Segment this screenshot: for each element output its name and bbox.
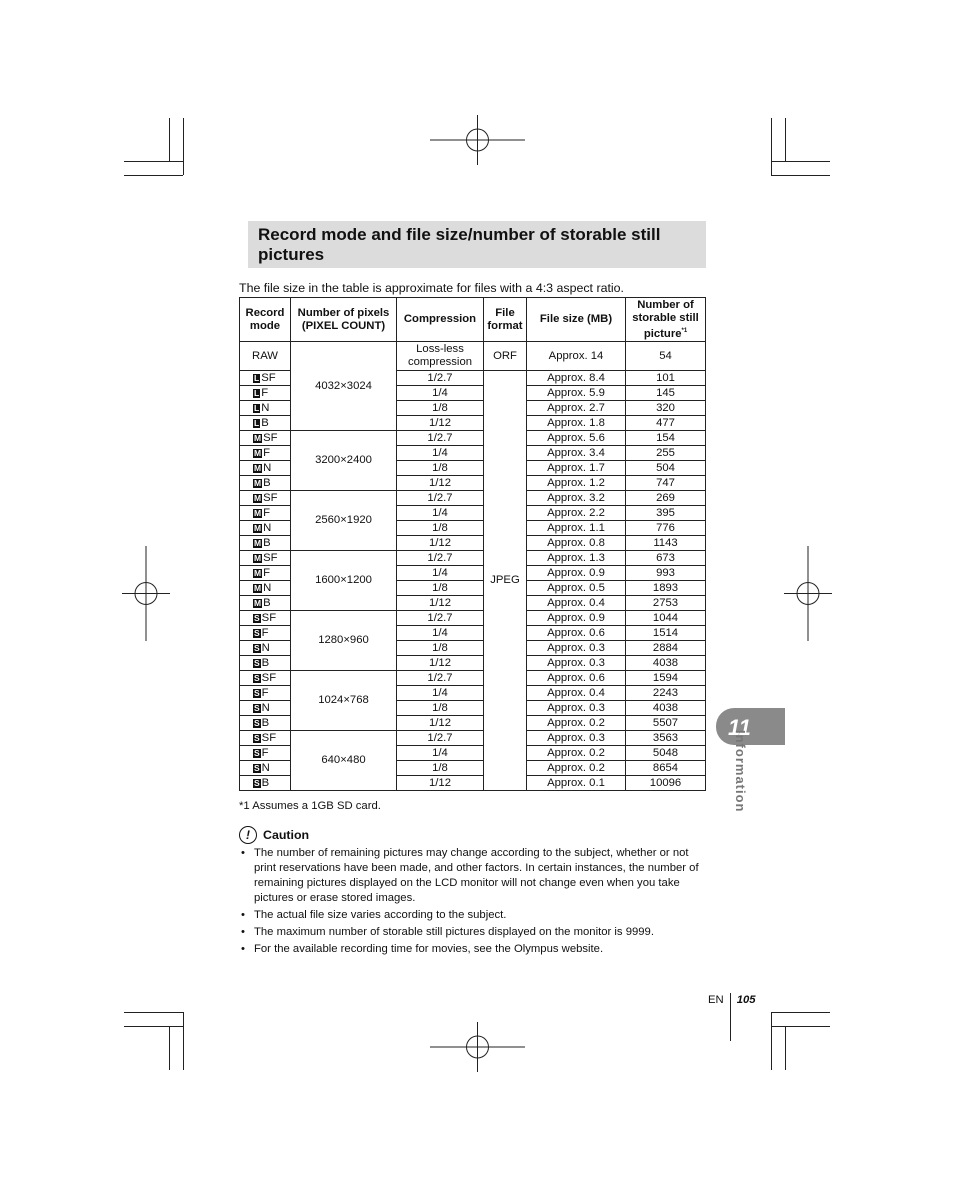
file-size-cell: Approx. 1.3 <box>527 551 626 566</box>
section-side-label: Information <box>733 730 748 813</box>
record-mode-cell <box>240 581 291 596</box>
table-row <box>240 731 706 746</box>
record-mode-cell <box>240 731 291 746</box>
quality-label: B <box>261 776 270 789</box>
file-format-cell: JPEG <box>484 371 527 791</box>
record-mode-cell <box>240 701 291 716</box>
image-size-icon: M <box>254 597 262 608</box>
quality-label: N <box>261 641 270 654</box>
table-row-raw <box>240 342 706 371</box>
table-header-row <box>240 298 706 342</box>
compression-cell: 1/2.7 <box>397 731 484 746</box>
image-size-icon: S <box>254 777 260 788</box>
caution-icon: ! <box>239 826 257 844</box>
compression-cell: 1/8 <box>397 701 484 716</box>
quality-label: B <box>263 596 271 609</box>
record-mode-cell <box>240 671 291 686</box>
column-header-compression: Compression <box>397 298 484 342</box>
record-mode-cell <box>240 461 291 476</box>
table-row <box>240 611 706 626</box>
storable-count-cell: 4038 <box>626 701 706 716</box>
file-size-cell: Approx. 0.8 <box>527 536 626 551</box>
caution-item: • The maximum number of storable still pictures displayed on the monitor is 9999. <box>239 925 705 940</box>
compression-cell: 1/4 <box>397 446 484 461</box>
storable-count-cell: 1594 <box>626 671 706 686</box>
table-row <box>240 551 706 566</box>
file-size-cell: Approx. 0.3 <box>527 656 626 671</box>
table-row <box>240 671 706 686</box>
file-size-cell: Approx. 0.9 <box>527 566 626 581</box>
pixel-count-cell: 1600×1200 <box>291 551 397 611</box>
table-row <box>240 431 706 446</box>
quality-label: SF <box>261 371 276 384</box>
storable-count-cell: 8654 <box>626 761 706 776</box>
image-size-icon: S <box>254 627 260 638</box>
intro-text: The file size in the table is approximate for files with a 4:3 aspect ratio. <box>239 281 624 295</box>
record-mode-cell <box>240 656 291 671</box>
compression-cell: 1/12 <box>397 476 484 491</box>
image-size-icon: M <box>254 492 262 503</box>
quality-label: B <box>261 656 270 669</box>
storable-count-cell: 101 <box>626 371 706 386</box>
image-size-icon: S <box>254 612 260 623</box>
quality-label: B <box>263 476 271 489</box>
compression-cell: 1/8 <box>397 641 484 656</box>
image-size-icon: M <box>254 582 262 593</box>
image-size-icon: L <box>254 417 260 428</box>
compression-cell: 1/12 <box>397 416 484 431</box>
compression-cell: 1/12 <box>397 596 484 611</box>
storable-count-cell: 269 <box>626 491 706 506</box>
page-number: 105 <box>736 994 756 1006</box>
quality-label: SF <box>261 731 277 744</box>
record-mode-cell <box>240 596 291 611</box>
record-mode-cell <box>240 746 291 761</box>
record-mode-cell <box>240 716 291 731</box>
quality-label: SF <box>263 551 278 564</box>
file-size-cell: Approx. 0.3 <box>527 701 626 716</box>
compression-cell: 1/2.7 <box>397 611 484 626</box>
record-mode-cell <box>240 686 291 701</box>
storable-count-cell: 255 <box>626 446 706 461</box>
compression-cell: 1/2.7 <box>397 371 484 386</box>
file-size-cell: Approx. 1.1 <box>527 521 626 536</box>
record-mode-cell <box>240 566 291 581</box>
image-size-icon: S <box>254 702 260 713</box>
storable-count-cell: 1044 <box>626 611 706 626</box>
registration-mark-icon <box>122 546 170 641</box>
page-footer <box>708 976 756 1024</box>
file-size-cell: Approx. 0.5 <box>527 581 626 596</box>
record-mode-cell <box>240 476 291 491</box>
pixel-count-cell: 640×480 <box>291 731 397 791</box>
raw-size-cell: Approx. 14 <box>527 342 626 371</box>
compression-cell: 1/8 <box>397 761 484 776</box>
quality-label: F <box>261 386 269 399</box>
file-size-cell: Approx. 1.7 <box>527 461 626 476</box>
quality-label: SF <box>263 431 278 444</box>
storable-count-cell: 3563 <box>626 731 706 746</box>
file-size-cell: Approx. 2.7 <box>527 401 626 416</box>
image-size-icon: M <box>254 567 262 578</box>
compression-cell: 1/2.7 <box>397 491 484 506</box>
storable-count-cell: 10096 <box>626 776 706 791</box>
storable-count-cell: 1143 <box>626 536 706 551</box>
storable-count-cell: 145 <box>626 386 706 401</box>
storable-count-cell: 993 <box>626 566 706 581</box>
image-size-icon: M <box>254 537 262 548</box>
caution-heading-text: Caution <box>263 828 310 842</box>
compression-cell: 1/2.7 <box>397 671 484 686</box>
storable-count-cell: 477 <box>626 416 706 431</box>
file-size-cell: Approx. 2.2 <box>527 506 626 521</box>
quality-label: SF <box>261 671 277 684</box>
record-mode-cell <box>240 776 291 791</box>
record-mode-cell <box>240 551 291 566</box>
raw-compression-cell: Loss-less compression <box>397 342 484 371</box>
image-size-icon: L <box>254 402 260 413</box>
record-mode-cell <box>240 386 291 401</box>
file-size-cell: Approx. 0.2 <box>527 761 626 776</box>
storable-count-cell: 776 <box>626 521 706 536</box>
file-size-cell: Approx. 0.4 <box>527 686 626 701</box>
file-size-cell: Approx. 0.1 <box>527 776 626 791</box>
image-size-icon: L <box>254 372 260 383</box>
column-header-file-format: File format <box>484 298 527 342</box>
storable-count-cell: 154 <box>626 431 706 446</box>
compression-cell: 1/2.7 <box>397 431 484 446</box>
file-size-cell: Approx. 3.4 <box>527 446 626 461</box>
compression-cell: 1/8 <box>397 461 484 476</box>
storable-count-cell: 4038 <box>626 656 706 671</box>
compression-cell: 1/12 <box>397 776 484 791</box>
file-size-cell: Approx. 0.4 <box>527 596 626 611</box>
compression-cell: 1/8 <box>397 581 484 596</box>
record-mode-cell <box>240 401 291 416</box>
compression-cell: 1/12 <box>397 536 484 551</box>
raw-mode-cell: RAW <box>240 342 291 371</box>
table-row <box>240 491 706 506</box>
image-size-icon: M <box>254 462 262 473</box>
file-size-cell: Approx. 1.2 <box>527 476 626 491</box>
quality-label: F <box>261 686 269 699</box>
image-size-icon: M <box>254 552 262 563</box>
storable-count-cell: 747 <box>626 476 706 491</box>
raw-count-cell: 54 <box>626 342 706 371</box>
compression-cell: 1/4 <box>397 566 484 581</box>
quality-label: N <box>263 461 272 474</box>
compression-cell: 1/4 <box>397 686 484 701</box>
quality-label: N <box>261 761 270 774</box>
quality-label: F <box>263 566 270 579</box>
column-header-pixels-line2: (PIXEL COUNT) <box>301 319 386 332</box>
column-header-storable-text: Number of storable still picture <box>632 298 699 340</box>
registration-mark-icon <box>430 115 525 165</box>
caution-item: • For the available recording time for movies, see the Olympus website. <box>239 942 705 957</box>
image-size-icon: M <box>254 477 262 488</box>
pixel-count-cell: 2560×1920 <box>291 491 397 551</box>
raw-format-cell: ORF <box>484 342 527 371</box>
file-size-cell: Approx. 0.3 <box>527 641 626 656</box>
image-size-icon: S <box>254 747 260 758</box>
section-title-bar <box>248 221 706 268</box>
file-size-cell: Approx. 0.6 <box>527 626 626 641</box>
record-mode-cell <box>240 416 291 431</box>
quality-label: F <box>261 626 269 639</box>
pixel-count-cell: 3200×2400 <box>291 431 397 491</box>
compression-cell: 1/4 <box>397 386 484 401</box>
quality-label: B <box>263 536 271 549</box>
record-mode-cell <box>240 431 291 446</box>
file-size-cell: Approx. 8.4 <box>527 371 626 386</box>
pixel-count-cell: 4032×3024 <box>291 342 397 431</box>
chapter-number: 11 <box>728 715 751 740</box>
quality-label: B <box>261 416 269 429</box>
record-mode-cell <box>240 371 291 386</box>
file-size-cell: Approx. 5.6 <box>527 431 626 446</box>
registration-mark-icon <box>784 546 832 641</box>
compression-cell: 1/12 <box>397 656 484 671</box>
record-mode-cell <box>240 446 291 461</box>
image-size-icon: S <box>254 687 260 698</box>
footnote-marker: *1 <box>681 327 688 334</box>
image-size-icon: M <box>254 522 262 533</box>
compression-cell: 1/4 <box>397 506 484 521</box>
image-size-icon: S <box>254 642 260 653</box>
quality-label: N <box>261 701 270 714</box>
pixel-count-cell: 1024×768 <box>291 671 397 731</box>
image-size-icon: S <box>254 717 260 728</box>
image-size-icon: L <box>254 387 260 398</box>
image-size-icon: S <box>254 732 260 743</box>
column-header-pixels-line1: Number of pixels <box>297 306 390 319</box>
compression-cell: 1/4 <box>397 746 484 761</box>
column-header-record-mode: Record mode <box>240 298 291 342</box>
image-size-icon: S <box>254 672 260 683</box>
compression-cell: 1/8 <box>397 401 484 416</box>
file-size-cell: Approx. 5.9 <box>527 386 626 401</box>
record-mode-cell <box>240 506 291 521</box>
footer-divider <box>730 993 731 1041</box>
registration-mark-icon <box>430 1022 525 1072</box>
quality-label: N <box>261 401 270 414</box>
record-mode-cell <box>240 611 291 626</box>
file-size-cell: Approx. 1.8 <box>527 416 626 431</box>
record-mode-cell <box>240 491 291 506</box>
chapter-tab <box>716 708 785 745</box>
compression-cell: 1/8 <box>397 521 484 536</box>
storable-count-cell: 2243 <box>626 686 706 701</box>
quality-label: F <box>263 446 270 459</box>
quality-label: F <box>261 746 269 759</box>
file-size-cell: Approx. 0.3 <box>527 731 626 746</box>
quality-label: SF <box>263 491 278 504</box>
storable-count-cell: 5507 <box>626 716 706 731</box>
record-mode-table <box>239 297 706 791</box>
caution-list <box>239 846 705 959</box>
pixel-count-cell: 1280×960 <box>291 611 397 671</box>
caution-heading <box>239 826 309 844</box>
image-size-icon: S <box>254 657 260 668</box>
storable-count-cell: 2753 <box>626 596 706 611</box>
image-size-icon: M <box>254 447 262 458</box>
file-size-cell: Approx. 0.2 <box>527 716 626 731</box>
storable-count-cell: 320 <box>626 401 706 416</box>
file-size-cell: Approx. 3.2 <box>527 491 626 506</box>
storable-count-cell: 2884 <box>626 641 706 656</box>
quality-label: N <box>263 581 272 594</box>
file-size-cell: Approx. 0.6 <box>527 671 626 686</box>
file-size-cell: Approx. 0.9 <box>527 611 626 626</box>
column-header-storable-count <box>626 298 706 342</box>
footnote: *1 Assumes a 1GB SD card. <box>239 800 381 812</box>
storable-count-cell: 1514 <box>626 626 706 641</box>
quality-label: SF <box>261 611 277 624</box>
storable-count-cell: 5048 <box>626 746 706 761</box>
storable-count-cell: 673 <box>626 551 706 566</box>
image-size-icon: M <box>254 507 262 518</box>
record-mode-cell <box>240 521 291 536</box>
storable-count-cell: 1893 <box>626 581 706 596</box>
compression-cell: 1/12 <box>397 716 484 731</box>
caution-item: • The number of remaining pictures may change according to the subject, whether or not print reservations have been made, and other factors. In certain instances, the number of remaining pictures displayed on the LCD monitor will not change even when you take pictures or erase stored images. <box>239 846 705 906</box>
record-mode-cell <box>240 626 291 641</box>
storable-count-cell: 504 <box>626 461 706 476</box>
column-header-file-size: File size (MB) <box>527 298 626 342</box>
quality-label: F <box>263 506 270 519</box>
compression-cell: 1/4 <box>397 626 484 641</box>
compression-cell: 1/2.7 <box>397 551 484 566</box>
quality-label: N <box>263 521 272 534</box>
caution-item: • The actual file size varies according to the subject. <box>239 908 705 923</box>
record-mode-cell <box>240 641 291 656</box>
column-header-pixels <box>291 298 397 342</box>
page-title: Record mode and file size/number of storable still pictures <box>258 225 661 264</box>
record-mode-cell <box>240 536 291 551</box>
image-size-icon: S <box>254 762 260 773</box>
record-mode-cell <box>240 761 291 776</box>
file-size-cell: Approx. 0.2 <box>527 746 626 761</box>
language-code: EN <box>708 994 724 1006</box>
storable-count-cell: 395 <box>626 506 706 521</box>
image-size-icon: M <box>254 432 262 443</box>
quality-label: B <box>261 716 270 729</box>
